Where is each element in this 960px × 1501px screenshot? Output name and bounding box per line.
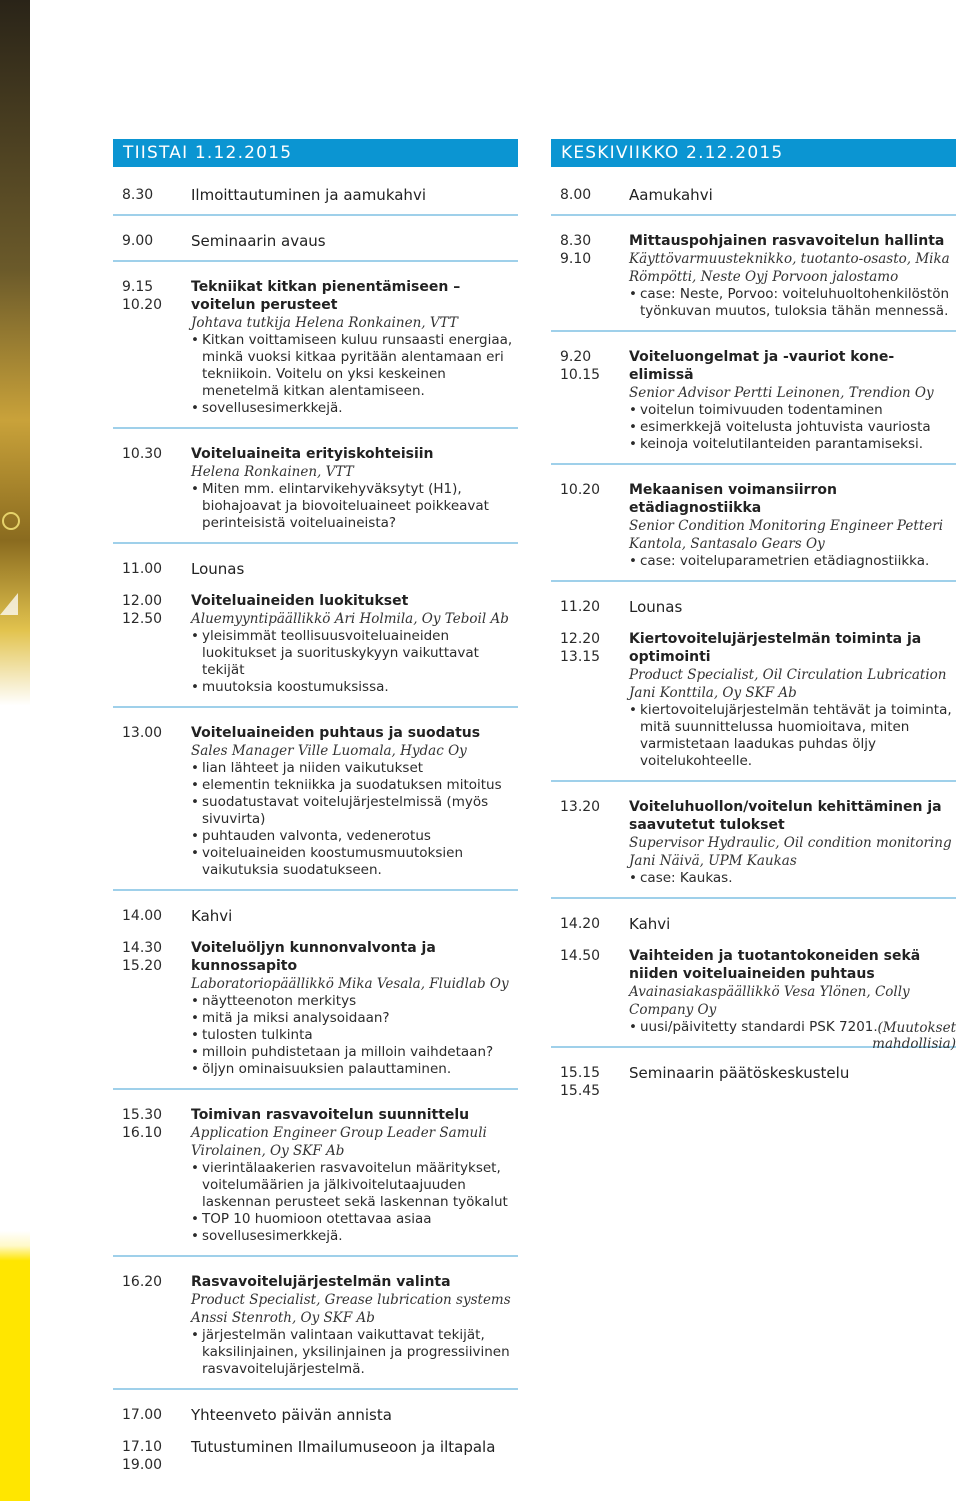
entry-start-time: 12.20	[560, 631, 601, 647]
entry-bullet: • case: voiteluparametrien etädiagnostiikka.	[629, 553, 956, 570]
entry-content	[629, 481, 956, 570]
entry-speaker: Helena Ronkainen, VTT	[191, 464, 354, 480]
program-entry	[551, 909, 956, 935]
entry-bullet: • suodatustavat voitelujärjestelmissä (myös sivuvirta)	[191, 794, 518, 828]
entry-bullet-list	[191, 481, 518, 532]
entry-title: Toimivan rasvavoitelun suunnittelu	[191, 1107, 470, 1123]
entry-start-time: 14.50	[560, 948, 601, 964]
entry-time	[113, 560, 191, 578]
entry-bullet-list	[629, 553, 956, 570]
program-entry	[551, 342, 956, 465]
program-entry	[113, 226, 518, 262]
entry-time	[113, 186, 191, 204]
entry-content	[629, 1064, 956, 1100]
program-entry	[551, 226, 956, 332]
entry-start-time: 9.00	[122, 233, 154, 249]
entry-content	[629, 348, 956, 453]
entry-start-time: 12.00	[122, 593, 163, 609]
entry-content	[191, 724, 518, 879]
entry-speaker: Product Specialist, Oil Circulation Lubrication Jani Konttila, Oy SKF Ab	[629, 667, 947, 701]
entry-time	[113, 1106, 191, 1245]
entry-content	[629, 798, 956, 887]
entry-bullet: • voiteluaineiden koostumusmuutoksien vaikutuksia suodatukseen.	[191, 845, 518, 879]
entry-bullet: • Miten mm. elintarvikehyväksytyt (H1), biohajoavat ja biovoiteluaineet poikkeavat perinteisistä voiteluaineista?	[191, 481, 518, 532]
entry-bullet: • lian lähteet ja niiden vaikutukset	[191, 760, 518, 777]
entry-time	[551, 915, 629, 933]
entry-time	[113, 445, 191, 532]
entry-bullet: • sovellusesimerkkejä.	[191, 400, 518, 417]
entry-start-time: 8.30	[122, 187, 154, 203]
entry-content	[191, 278, 518, 417]
entry-start-time: 17.00	[122, 1407, 163, 1423]
entry-content	[191, 1438, 518, 1474]
entry-start-time: 9.20	[560, 349, 592, 365]
entry-speaker: Johtava tutkija Helena Ronkainen, VTT	[191, 315, 458, 331]
entry-content	[629, 232, 956, 320]
entry-speaker: Aluemyyntipäällikkö Ari Holmila, Oy Teboil Ab	[191, 611, 509, 627]
program-entry	[551, 624, 956, 782]
entry-content	[191, 232, 518, 250]
entry-time	[113, 1438, 191, 1474]
entry-bullet: • keinoja voitelutilanteiden parantamiseksi.	[629, 436, 956, 453]
day2-header: KESKIVIIKKO 2.12.2015	[551, 139, 956, 167]
entry-bullet: • näytteenoton merkitys	[191, 993, 518, 1010]
entry-start-time: 13.20	[560, 799, 601, 815]
entry-time	[113, 232, 191, 250]
entry-time	[551, 630, 629, 770]
entry-bullet: • elementin tekniikka ja suodatuksen mitoitus	[191, 777, 518, 794]
entry-bullet-list	[191, 332, 518, 417]
entry-speaker: Senior Advisor Pertti Leinonen, Trendion Oy	[629, 385, 934, 401]
day2-column	[551, 139, 956, 1108]
entry-title: Kahvi	[191, 907, 233, 925]
entry-content	[191, 1106, 518, 1245]
entry-speaker: Käyttövarmuusteknikko, tuotanto-osasto, Mika Römpötti, Neste Oyj Porvoon jalostamo	[629, 251, 950, 285]
entry-end-time: 15.20	[122, 958, 163, 974]
entry-title: Voiteluongelmat ja -vauriot kone-elimissä	[629, 349, 895, 383]
day2-program-list	[551, 180, 956, 1102]
entry-start-time: 17.10	[122, 1439, 163, 1455]
entry-content	[191, 186, 518, 204]
entry-speaker: Senior Condition Monitoring Engineer Petteri Kantola, Santasalo Gears Oy	[629, 518, 944, 552]
entry-title: Seminaarin päätöskeskustelu	[629, 1064, 850, 1082]
entry-title: Lounas	[629, 598, 683, 616]
entry-time	[113, 592, 191, 696]
entry-title: Kiertovoitelujärjestelmän toiminta ja optimointi	[629, 631, 922, 665]
entry-title: Tutustuminen Ilmailumuseoon ja iltapala	[191, 1438, 496, 1456]
entry-bullet-list	[629, 286, 956, 320]
entry-end-time: 10.20	[122, 297, 163, 313]
entry-bullet-list	[191, 993, 518, 1078]
entry-bullet: • case: Kaukas.	[629, 870, 956, 887]
entry-end-time: 13.15	[560, 649, 601, 665]
entry-title: Vaihteiden ja tuotantokoneiden sekä niiden voiteluaineiden puhtaus	[629, 948, 921, 982]
entry-bullet: • yleisimmät teollisuusvoiteluaineiden luokitukset ja suorituskykyyn vaikuttavat tekijät	[191, 628, 518, 679]
entry-start-time: 14.00	[122, 908, 163, 924]
program-entry	[113, 1100, 518, 1257]
entry-speaker: Sales Manager Ville Luomala, Hydac Oy	[191, 743, 467, 759]
program-entry	[113, 901, 518, 927]
entry-time	[551, 598, 629, 616]
program-entry	[551, 592, 956, 618]
entry-content	[191, 1406, 518, 1424]
entry-time	[551, 1064, 629, 1100]
entry-time	[113, 1273, 191, 1378]
entry-time	[113, 1406, 191, 1424]
entry-title: Seminaarin avaus	[191, 232, 326, 250]
entry-end-time: 9.10	[560, 251, 592, 267]
entry-start-time: 14.30	[122, 940, 163, 956]
entry-bullet: • mitä ja miksi analysoidaan?	[191, 1010, 518, 1027]
entry-time	[551, 947, 629, 1036]
entry-start-time: 13.00	[122, 725, 163, 741]
entry-bullet-list	[629, 702, 956, 770]
entry-bullet: • case: Neste, Porvoo: voiteluhuoltohenkilöstön työnkuvan muutos, tuloksia tähän mennessä.	[629, 286, 956, 320]
entry-start-time: 15.15	[560, 1065, 601, 1081]
entry-start-time: 15.30	[122, 1107, 163, 1123]
entry-start-time: 14.20	[560, 916, 601, 932]
entry-end-time: 19.00	[122, 1457, 163, 1473]
program-entry	[113, 439, 518, 544]
entry-content	[191, 907, 518, 925]
day1-header: TIISTAI 1.12.2015	[113, 139, 518, 167]
entry-title: Lounas	[191, 560, 245, 578]
entry-bullet: • öljyn ominaisuuksien palauttaminen.	[191, 1061, 518, 1078]
entry-title: Yhteenveto päivän annista	[191, 1406, 392, 1424]
entry-time	[551, 186, 629, 204]
entry-title: Tekniikat kitkan pienentämiseen – voitelun perusteet	[191, 279, 461, 313]
entry-bullet: • Kitkan voittamiseen kuluu runsaasti energiaa, minkä vuoksi kitkaa pyritään alentamaan eri tekniikoin. Voitelu on yksi keskeinen menetelmä kitkan alentamiseen.	[191, 332, 518, 400]
entry-title: Kahvi	[629, 915, 671, 933]
entry-bullet: • sovellusesimerkkejä.	[191, 1228, 518, 1245]
entry-title: Mekaanisen voimansiirron etädiagnostiikka	[629, 482, 837, 516]
entry-end-time: 12.50	[122, 611, 163, 627]
entry-bullet-list	[191, 1160, 518, 1245]
program-entry	[113, 272, 518, 429]
entry-end-time: 10.15	[560, 367, 601, 383]
program-entry	[113, 586, 518, 708]
entry-content	[629, 915, 956, 933]
program-entry	[113, 1432, 518, 1476]
program-entry	[551, 792, 956, 899]
entry-content	[191, 592, 518, 696]
entry-bullet: • muutoksia koostumuksissa.	[191, 679, 518, 696]
entry-title: Voiteluaineita erityiskohteisiin	[191, 446, 434, 462]
program-entry	[113, 933, 518, 1090]
entry-bullet: • TOP 10 huomioon otettavaa asiaa	[191, 1211, 518, 1228]
program-entry	[551, 1058, 956, 1102]
entry-title: Voiteluhuollon/voitelun kehittäminen ja saavutetut tulokset	[629, 799, 942, 833]
entry-speaker: Supervisor Hydraulic, Oil condition monitoring Jani Näivä, UPM Kaukas	[629, 835, 952, 869]
program-entry	[113, 554, 518, 580]
program-entry	[551, 180, 956, 216]
entry-title: Rasvavoitelujärjestelmän valinta	[191, 1274, 451, 1290]
entry-start-time: 11.00	[122, 561, 163, 577]
entry-speaker: Laboratoriopäällikkö Mika Vesala, Fluidlab Oy	[191, 976, 509, 992]
decorative-triangle-icon	[0, 585, 30, 615]
entry-bullet: • puhtauden valvonta, vedenerotus	[191, 828, 518, 845]
entry-content	[629, 598, 956, 616]
entry-time	[113, 939, 191, 1078]
entry-content	[191, 560, 518, 578]
entry-bullet: • kiertovoitelujärjestelmän tehtävät ja toiminta, mitä suunnittelussa huomioitava, miten varmistetaan laadukas puhdas öljy voitelukohteelle.	[629, 702, 956, 770]
entry-time	[551, 232, 629, 320]
entry-time	[551, 798, 629, 887]
program-entry	[113, 180, 518, 216]
entry-bullet: • uusi/päivitetty standardi PSK 7201.	[629, 1019, 956, 1036]
entry-bullet: • järjestelmän valintaan vaikuttavat tekijät, kaksilinjainen, yksilinjainen ja progressiivinen rasvavoitelujärjestelmä.	[191, 1327, 518, 1378]
entry-start-time: 10.30	[122, 446, 163, 462]
entry-bullet: • milloin puhdistetaan ja milloin vaihdetaan?	[191, 1044, 518, 1061]
entry-time	[551, 348, 629, 453]
entry-title: Mittauspohjainen rasvavoitelun hallinta	[629, 233, 945, 249]
entry-time	[551, 481, 629, 570]
entry-content	[191, 939, 518, 1078]
changes-note: (Muutokset mahdollisia)	[872, 1020, 956, 1052]
entry-end-time: 15.45	[560, 1083, 601, 1099]
entry-bullet: • tulosten tulkinta	[191, 1027, 518, 1044]
decorative-circle-icon	[2, 512, 20, 530]
day1-column	[113, 139, 518, 1482]
entry-time	[113, 278, 191, 417]
day1-program-list	[113, 180, 518, 1476]
entry-bullet-list	[191, 628, 518, 696]
program-entry	[551, 475, 956, 582]
entry-bullet: • esimerkkejä voitelusta johtuvista vauriosta	[629, 419, 956, 436]
entry-start-time: 8.00	[560, 187, 592, 203]
program-entry	[113, 1400, 518, 1426]
entry-speaker: Product Specialist, Grease lubrication systems Anssi Stenroth, Oy SKF Ab	[191, 1292, 511, 1326]
entry-speaker: Avainasiakaspäällikkö Vesa Ylönen, Colly Company Oy	[629, 984, 910, 1018]
entry-title: Ilmoittautuminen ja aamukahvi	[191, 186, 426, 204]
entry-content	[191, 1273, 518, 1378]
entry-bullet: • vierintälaakerien rasvavoitelun määritykset, voitelumäärien ja jälkivoitelutaajuuden laskennan perusteet sekä laskennan työkalut	[191, 1160, 518, 1211]
entry-bullet-list	[629, 870, 956, 887]
entry-start-time: 9.15	[122, 279, 154, 295]
program-entry	[113, 718, 518, 891]
entry-start-time: 10.20	[560, 482, 601, 498]
entry-content	[629, 630, 956, 770]
entry-start-time: 16.20	[122, 1274, 163, 1290]
entry-content	[191, 445, 518, 532]
entry-start-time: 11.20	[560, 599, 601, 615]
entry-title: Aamukahvi	[629, 186, 713, 204]
entry-end-time: 16.10	[122, 1125, 163, 1141]
program-entry	[113, 1267, 518, 1390]
entry-content	[629, 186, 956, 204]
entry-time	[113, 907, 191, 925]
entry-start-time: 8.30	[560, 233, 592, 249]
entry-bullet-list	[191, 1327, 518, 1378]
entry-title: Voiteluaineiden puhtaus ja suodatus	[191, 725, 481, 741]
entry-bullet-list	[629, 402, 956, 453]
entry-title: Voiteluaineiden luokitukset	[191, 593, 409, 609]
entry-speaker: Application Engineer Group Leader Samuli Virolainen, Oy SKF Ab	[191, 1125, 487, 1159]
entry-bullet: • voitelun toimivuuden todentaminen	[629, 402, 956, 419]
entry-time	[113, 724, 191, 879]
entry-title: Voiteluöljyn kunnonvalvonta ja kunnossapito	[191, 940, 436, 974]
entry-bullet-list	[191, 760, 518, 879]
decorative-edge-strip	[0, 0, 30, 1501]
